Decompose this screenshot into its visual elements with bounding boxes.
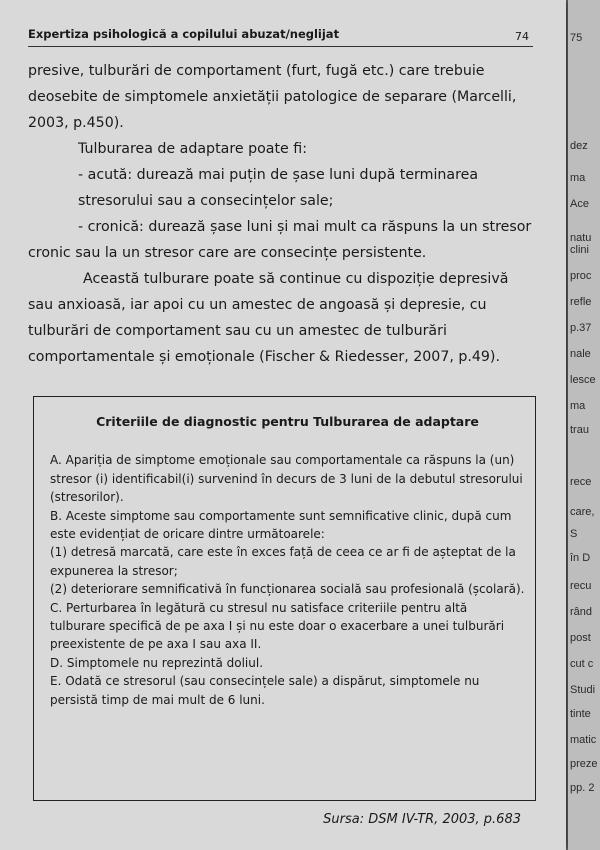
criterion-d: D. Simptomele nu reprezintă doliul.: [50, 655, 264, 670]
next-page-fragment: post: [570, 632, 591, 644]
next-page-fragment: recu: [570, 580, 592, 592]
page-number: 74: [515, 30, 529, 43]
next-page-fragment: lesce: [570, 374, 596, 386]
next-page-fragment: p.37: [570, 322, 592, 334]
next-page-fragment: proc: [570, 270, 592, 282]
next-page-fragment: tinte: [570, 708, 591, 720]
header-title: Expertiza psihologică a copilului abuzat/neglijat: [28, 27, 340, 41]
main-text: [28, 58, 534, 370]
criterion-b: B. Aceste simptome sau comportamente sunt semnificative clinic, după cum este evidențiat de oricare dintre următoarele:: [50, 508, 512, 542]
next-page-fragment: trau: [570, 424, 589, 436]
criterion-a: A. Apariția de simptome emoționale sau comportamentale ca răspuns la (un) stresor (i) identificabil(i) survenind în decurs de 3 luni de la debutul stresorului (stresorilor).: [50, 453, 523, 505]
next-page-fragment: Studi: [570, 684, 596, 696]
next-page-fragment: cut c: [570, 658, 594, 670]
next-page-fragment: ma: [570, 400, 586, 412]
paragraph-acute: - acută: durează mai puțin de șase luni după terminarea stresorului sau a consecințelor sale;: [78, 167, 479, 209]
criterion-b1: (1) detresă marcată, care este în exces față de ceea ce ar fi de așteptat de la expunerea la stresor;: [50, 545, 516, 578]
next-page-fragment: refle: [570, 296, 592, 308]
next-page-number: 75: [570, 32, 583, 44]
next-page-fragment: nale: [570, 348, 591, 360]
source-citation: Sursa: DSM IV-TR, 2003, p.683: [323, 812, 521, 827]
criterion-e: E. Odată ce stresorul (sau consecințele sale) a dispărut, simptomele nu persistă timp de mai mult de 6 luni.: [50, 674, 480, 707]
next-page-edge: [568, 0, 600, 850]
paragraph-chronic-text: - cronică: durează șase luni și mai mult ca răspuns la un stresor cronic sau la un stresor care are consecințe persistente.: [28, 219, 532, 261]
next-page-fragment: Ace: [570, 198, 589, 210]
diagnostic-criteria-box: [33, 396, 536, 801]
paragraph: presive, tulburări de comportament (furt, fugă etc.) care trebuie deosebite de simptomele anxietății patologice de separare (Marcelli, 2003, p.450).: [28, 63, 517, 131]
paragraph-chronic: [28, 214, 534, 266]
next-page-fragment: pp. 2: [570, 782, 595, 794]
next-page-fragment: clini: [570, 244, 589, 256]
running-header: [28, 24, 533, 47]
criterion-b2: (2) deteriorare semnificativă în funcționarea socială sau profesională (școlară).: [50, 582, 525, 597]
next-page-fragment: care,: [570, 506, 595, 518]
next-page-fragment: S: [570, 528, 578, 540]
next-page-fragment: matic: [570, 734, 597, 746]
next-page-fragment: ma: [570, 172, 586, 184]
criterion-c: C. Perturbarea în legătură cu stresul nu satisface criteriile pentru altă tulburare specifică de pe axa I și nu este doar o exacerbare a unei tulburări preexistente de pe axa I sau axa II.: [50, 600, 505, 652]
next-page-fragment: natu: [570, 232, 592, 244]
paragraph: Tulburarea de adaptare poate fi:: [78, 141, 307, 157]
next-page-fragment: rând: [570, 606, 593, 618]
next-page-fragment: dez: [570, 140, 588, 152]
next-page-fragment: preze: [570, 758, 598, 770]
paragraph: Această tulburare poate să continue cu dispoziție depresivă sau anxioasă, iar apoi cu un amestec de angoasă și depresie, cu tulburări de comportament sau cu un amestec de tulburări comportamentale și emoționale (Fischer & Riedesser, 2007, p.49).: [28, 271, 509, 365]
next-page-fragment: în D: [570, 552, 591, 564]
next-page-fragment: rece: [570, 476, 592, 488]
box-title: Criteriile de diagnostic pentru Tulburarea de adaptare: [96, 414, 479, 429]
